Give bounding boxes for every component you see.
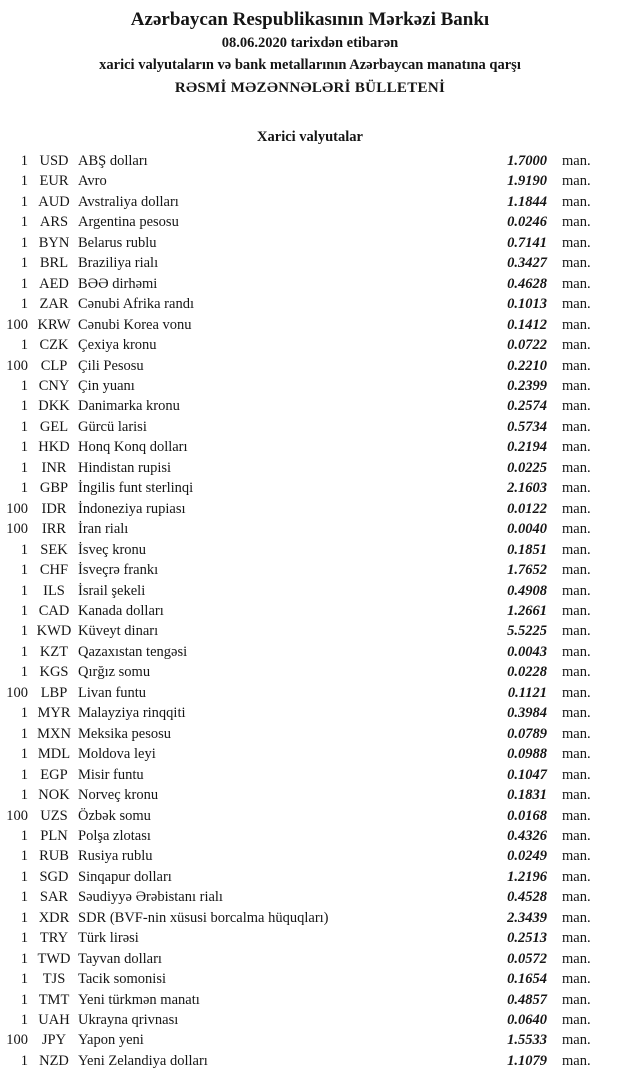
currency-row (0, 335, 620, 355)
currency-unit: man. (562, 1032, 591, 1049)
currency-code: UAH (38, 1012, 70, 1029)
currency-rate: 0.0246 (507, 214, 547, 231)
currency-row (0, 315, 620, 335)
currency-name: İsveç kronu (78, 541, 147, 558)
currency-row (0, 171, 620, 191)
currency-unit: man. (562, 418, 591, 435)
currency-name: Kanada dolları (78, 602, 164, 619)
currency-rate: 0.0040 (507, 521, 547, 538)
currency-unit: man. (562, 664, 591, 681)
bank-title: Azərbaycan Respublikasının Mərkəzi Bankı (130, 9, 490, 30)
currency-name: Polşa zlotası (78, 827, 151, 844)
currency-rate: 0.0789 (507, 725, 547, 742)
currency-name: Ukrayna qrivnası (78, 1012, 179, 1029)
currency-quantity: 100 (6, 1032, 28, 1049)
currency-unit: man. (562, 439, 591, 456)
currency-name: Danimarka kronu (78, 398, 180, 415)
currency-quantity: 1 (20, 480, 28, 497)
currency-code: USD (39, 153, 69, 169)
currency-quantity: 1 (20, 459, 28, 476)
currency-code: AUD (38, 193, 70, 210)
currency-code: TWD (37, 950, 71, 967)
currency-quantity: 1 (20, 377, 28, 394)
currency-code: IRR (41, 521, 67, 538)
currency-quantity: 1 (20, 766, 28, 783)
currency-quantity: 1 (20, 725, 28, 742)
currency-rate: 0.0988 (507, 746, 547, 763)
currency-quantity: 1 (20, 275, 28, 292)
currency-code: SEK (40, 541, 68, 558)
currency-name: ABŞ dolları (78, 153, 148, 169)
currency-code: EGP (40, 766, 68, 783)
currency-name: İsrail şekeli (78, 582, 146, 599)
currency-code: MYR (37, 705, 71, 722)
currency-name: Çexiya kronu (78, 337, 157, 354)
currency-rate: 0.0225 (507, 459, 547, 476)
currency-code: CNY (38, 377, 70, 394)
currency-code: XDR (38, 909, 70, 926)
currency-row (0, 376, 620, 396)
currency-row (0, 1010, 620, 1030)
currency-rate: 0.0572 (507, 950, 547, 967)
currency-quantity: 1 (20, 827, 28, 844)
currency-unit: man. (562, 357, 591, 374)
currency-quantity: 1 (20, 153, 28, 169)
currency-code: SGD (39, 868, 69, 885)
currency-row (0, 990, 620, 1010)
currency-name: Braziliya rialı (78, 255, 159, 272)
currency-rate: 0.1412 (507, 316, 547, 333)
currency-rate: 1.2196 (507, 868, 547, 885)
currency-code: KZT (39, 643, 69, 660)
currency-quantity: 1 (20, 746, 28, 763)
currency-quantity: 1 (20, 173, 28, 190)
currency-code: NOK (38, 787, 70, 804)
currency-rate: 1.9190 (507, 173, 547, 190)
currency-unit: man. (562, 234, 591, 251)
currency-rate: 1.5533 (507, 1032, 547, 1049)
currency-row (0, 437, 620, 457)
currency-name: Misir funtu (78, 766, 144, 783)
currency-quantity: 1 (20, 562, 28, 579)
currency-name: Tacik somonisi (78, 971, 166, 988)
currency-name: Tayvan dolları (78, 950, 162, 967)
currency-name: Türk lirəsi (78, 930, 139, 947)
currency-rate: 0.4326 (507, 827, 547, 844)
currency-name: Cənubi Korea vonu (78, 316, 192, 333)
currency-rate: 0.1654 (507, 971, 547, 988)
currency-row (0, 867, 620, 887)
currency-unit: man. (562, 500, 591, 517)
currency-quantity: 1 (20, 991, 28, 1008)
currency-code: GBP (39, 480, 69, 497)
currency-rate: 1.2661 (507, 602, 547, 619)
currency-name: Moldova leyi (78, 746, 156, 763)
currency-code: ZAR (39, 296, 69, 313)
currency-rate: 1.7000 (507, 153, 547, 169)
currency-name: BƏƏ dirhəmi (78, 275, 158, 292)
currency-name: Çili Pesosu (78, 357, 144, 374)
currency-code: RUB (39, 848, 69, 865)
currency-unit: man. (562, 889, 591, 906)
currency-code: ILS (43, 582, 65, 599)
currency-rate: 1.1844 (507, 193, 547, 210)
currency-rate: 0.0249 (507, 848, 547, 865)
currency-row (0, 806, 620, 826)
currency-rate: 0.2194 (507, 439, 547, 456)
currency-quantity: 1 (20, 930, 28, 947)
bulletin-title: RƏSMİ MƏZƏNNƏLƏRİ BÜLLETENİ (174, 80, 446, 96)
currency-code: GEL (39, 418, 69, 435)
currency-quantity: 100 (6, 357, 28, 374)
currency-code: JPY (41, 1032, 67, 1049)
currency-quantity: 1 (20, 868, 28, 885)
currency-row (0, 1030, 620, 1050)
currency-rate: 0.3427 (507, 255, 547, 272)
currency-quantity: 1 (20, 705, 28, 722)
currency-rate: 0.0722 (507, 337, 547, 354)
currency-quantity: 1 (20, 214, 28, 231)
currency-quantity: 1 (20, 418, 28, 435)
currency-rate: 0.1047 (507, 766, 547, 783)
currency-unit: man. (562, 705, 591, 722)
currency-code: TJS (42, 971, 66, 988)
currency-name: Avstraliya dolları (78, 193, 179, 210)
currency-quantity: 1 (20, 889, 28, 906)
currency-rate: 2.3439 (507, 909, 547, 926)
currency-quantity: 1 (20, 623, 28, 640)
currency-unit: man. (562, 827, 591, 844)
currency-code: CHF (39, 562, 69, 579)
currency-unit: man. (562, 623, 591, 640)
currency-row (0, 949, 620, 969)
currency-code: NZD (39, 1052, 69, 1069)
currency-rate: 0.7141 (507, 234, 547, 251)
currency-row (0, 928, 620, 948)
currency-name: Yapon yeni (78, 1032, 144, 1049)
currency-rate: 0.0043 (507, 643, 547, 660)
currency-quantity: 1 (20, 193, 28, 210)
currency-quantity: 1 (20, 643, 28, 660)
currency-quantity: 1 (20, 664, 28, 681)
currency-name: Avro (78, 173, 107, 190)
currency-rate: 0.0228 (507, 664, 547, 681)
currency-row (0, 294, 620, 314)
currency-unit: man. (562, 214, 591, 231)
currency-row (0, 356, 620, 376)
currency-name: Yeni türkmən manatı (78, 991, 200, 1008)
currency-quantity: 1 (20, 398, 28, 415)
currency-name: İndoneziya rupiası (78, 500, 186, 517)
currency-quantity: 1 (20, 439, 28, 456)
currency-unit: man. (562, 377, 591, 394)
currency-code: DKK (38, 398, 70, 415)
currency-unit: man. (562, 602, 591, 619)
currency-rate: 0.4857 (507, 991, 547, 1008)
currency-unit: man. (562, 1052, 591, 1069)
currency-row (0, 601, 620, 621)
currency-code: LBP (40, 684, 68, 701)
currency-code: BYN (38, 234, 70, 251)
currency-row (0, 458, 620, 478)
currency-rate: 0.0122 (507, 500, 547, 517)
currency-unit: man. (562, 991, 591, 1008)
currency-row (0, 396, 620, 416)
currency-quantity: 1 (20, 848, 28, 865)
currency-unit: man. (562, 684, 591, 701)
currency-row (0, 703, 620, 723)
currency-quantity: 100 (6, 316, 28, 333)
currency-row (0, 744, 620, 764)
currency-code: CLP (40, 357, 68, 374)
currency-rate: 0.1831 (507, 787, 547, 804)
currency-row (0, 724, 620, 744)
currency-unit: man. (562, 807, 591, 824)
currency-unit: man. (562, 848, 591, 865)
currency-rate: 0.2574 (507, 398, 547, 415)
currency-quantity: 100 (6, 684, 28, 701)
currency-rate: 1.7652 (507, 562, 547, 579)
currency-name: Qırğız somu (78, 664, 151, 681)
currency-unit: man. (562, 562, 591, 579)
effective-date-line: 08.06.2020 tarixdən etibarən (221, 35, 399, 51)
currency-quantity: 1 (20, 296, 28, 313)
currency-code: EUR (39, 173, 69, 190)
currency-code: BRL (39, 255, 69, 272)
currency-row (0, 560, 620, 580)
currency-quantity: 1 (20, 602, 28, 619)
currency-code: PLN (40, 827, 68, 844)
currency-unit: man. (562, 909, 591, 926)
currency-row (0, 478, 620, 498)
currency-name: Cənubi Afrika randı (78, 296, 194, 313)
currency-unit: man. (562, 541, 591, 558)
currency-row (0, 581, 620, 601)
currency-name: İngilis funt sterlinqi (78, 480, 194, 497)
currency-name: Honq Konq dolları (78, 439, 188, 456)
currency-row (0, 274, 620, 294)
currency-row (0, 908, 620, 928)
currency-quantity: 1 (20, 582, 28, 599)
currency-code: CZK (39, 337, 69, 354)
currency-rate: 0.4908 (507, 582, 547, 599)
currency-row (0, 683, 620, 703)
currency-code: MDL (37, 746, 71, 763)
currency-name: Çin yuanı (78, 377, 135, 394)
currency-code: IDR (41, 500, 67, 517)
currency-quantity: 1 (20, 1052, 28, 1069)
currency-rate: 5.5225 (507, 623, 547, 640)
currency-row (0, 499, 620, 519)
currency-name: Gürcü larisi (78, 418, 147, 435)
currency-unit: man. (562, 766, 591, 783)
currency-row (0, 826, 620, 846)
currency-name: Səudiyyə Ərəbistanı rialı (78, 889, 223, 906)
currency-rate: 0.2399 (507, 377, 547, 394)
currency-unit: man. (562, 930, 591, 947)
currency-code: INR (41, 459, 67, 476)
currency-unit: man. (562, 787, 591, 804)
currency-rate: 1.1079 (507, 1052, 547, 1069)
currency-rate: 0.0640 (507, 1012, 547, 1029)
currency-unit: man. (562, 153, 591, 169)
currency-name: Livan funtu (78, 684, 147, 701)
currency-unit: man. (562, 868, 591, 885)
currency-rate: 0.1851 (507, 541, 547, 558)
currency-name: Norveç kronu (78, 787, 159, 804)
currency-rate: 0.5734 (507, 418, 547, 435)
currency-quantity: 1 (20, 971, 28, 988)
currency-quantity: 1 (20, 234, 28, 251)
currency-unit: man. (562, 971, 591, 988)
currency-row (0, 151, 620, 171)
currency-unit: man. (562, 1012, 591, 1029)
currency-name: Yeni Zelandiya dolları (78, 1052, 208, 1069)
currency-unit: man. (562, 275, 591, 292)
currency-unit: man. (562, 643, 591, 660)
currency-code: KGS (39, 664, 69, 681)
currency-unit: man. (562, 725, 591, 742)
currency-quantity: 1 (20, 1012, 28, 1029)
currency-row (0, 253, 620, 273)
currency-code: ARS (39, 214, 69, 231)
currency-name: Argentina pesosu (78, 214, 179, 231)
currency-row (0, 969, 620, 989)
subtitle-line: xarici valyutaların və bank metallarının Azərbaycan manatına qarşı (99, 57, 521, 73)
currency-quantity: 100 (6, 521, 28, 538)
currency-unit: man. (562, 193, 591, 210)
currency-name: Qazaxıstan tengəsi (78, 643, 188, 660)
currency-rate: 0.4628 (507, 275, 547, 292)
document-header (0, 0, 620, 98)
currency-code: AED (39, 275, 69, 292)
currency-row (0, 785, 620, 805)
currency-quantity: 1 (20, 541, 28, 558)
currency-unit: man. (562, 459, 591, 476)
currency-row (0, 887, 620, 907)
currency-unit: man. (562, 746, 591, 763)
currency-name: Hindistan rupisi (78, 459, 172, 476)
currency-row (0, 233, 620, 253)
currency-name: Meksika pesosu (78, 725, 172, 742)
currency-quantity: 1 (20, 950, 28, 967)
currency-rate: 0.0168 (507, 807, 547, 824)
currency-row (0, 212, 620, 232)
currency-row (0, 192, 620, 212)
currency-unit: man. (562, 950, 591, 967)
currency-code: HKD (38, 439, 70, 456)
currency-quantity: 100 (6, 807, 28, 824)
currency-row (0, 1051, 620, 1071)
currency-code: MXN (37, 725, 71, 742)
currency-code: CAD (38, 602, 70, 619)
currency-unit: man. (562, 296, 591, 313)
currency-name: İsveçrə frankı (78, 562, 159, 579)
currency-quantity: 1 (20, 337, 28, 354)
currency-quantity: 100 (6, 500, 28, 517)
currency-rate: 2.1603 (507, 480, 547, 497)
currency-name: Özbək somu (78, 807, 151, 824)
currency-name: İran rialı (78, 521, 129, 538)
currency-quantity: 1 (20, 255, 28, 272)
currency-name: Belarus rublu (78, 234, 157, 251)
currency-name: Sinqapur dolları (78, 868, 172, 885)
currency-unit: man. (562, 255, 591, 272)
currency-unit: man. (562, 398, 591, 415)
currency-rate: 0.2513 (507, 930, 547, 947)
currency-code: SAR (39, 889, 69, 906)
currency-unit: man. (562, 521, 591, 538)
currency-unit: man. (562, 173, 591, 190)
currency-unit: man. (562, 582, 591, 599)
currency-row (0, 540, 620, 560)
currency-row (0, 846, 620, 866)
currency-code: UZS (40, 807, 68, 824)
currency-quantity: 1 (20, 787, 28, 804)
currency-row (0, 765, 620, 785)
currency-row (0, 519, 620, 539)
currency-row (0, 417, 620, 437)
currency-rate: 0.4528 (507, 889, 547, 906)
currency-code: TRY (39, 930, 69, 947)
currency-code: KWD (36, 623, 72, 640)
currency-row (0, 642, 620, 662)
currency-rates-table (0, 151, 620, 1071)
currency-row (0, 662, 620, 682)
currency-name: Rusiya rublu (78, 848, 153, 865)
currency-rate: 0.3984 (507, 705, 547, 722)
section-title-foreign-currencies: Xarici valyutalar (257, 129, 363, 145)
currency-code: KRW (37, 316, 71, 333)
currency-name: SDR (BVF-nin xüsusi borcalma hüquqları) (78, 909, 329, 926)
currency-rate: 0.2210 (507, 357, 547, 374)
currency-quantity: 1 (20, 909, 28, 926)
currency-name: Malayziya rinqqiti (78, 705, 186, 722)
currency-row (0, 621, 620, 641)
currency-name: Küveyt dinarı (78, 623, 159, 640)
currency-unit: man. (562, 337, 591, 354)
currency-code: TMT (38, 991, 70, 1008)
currency-unit: man. (562, 480, 591, 497)
currency-rate: 0.1121 (507, 684, 547, 701)
currency-rate: 0.1013 (507, 296, 547, 313)
currency-unit: man. (562, 316, 591, 333)
